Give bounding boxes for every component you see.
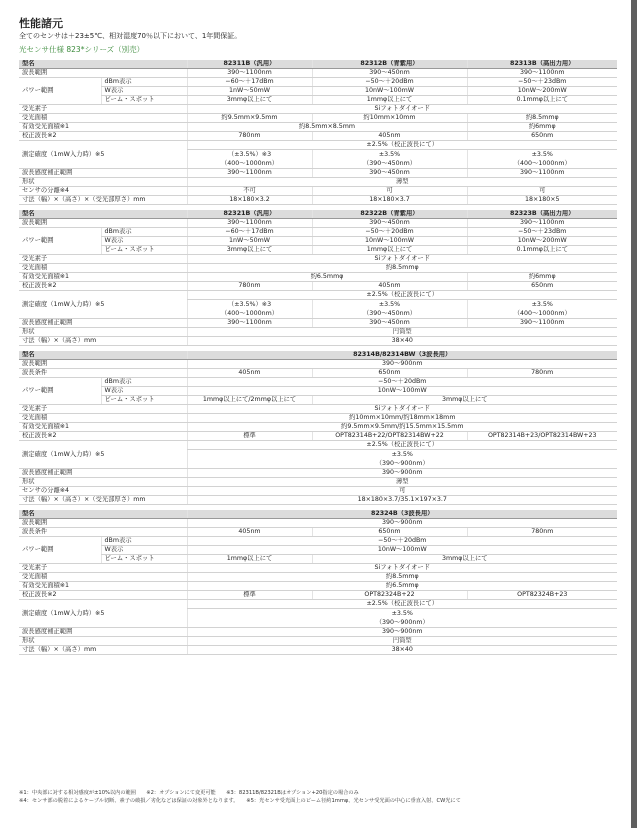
table-row (19, 178, 617, 187)
table-cell: 390～1100nm (467, 219, 617, 228)
table-row (19, 573, 617, 582)
table-cell: 390～1100nm (187, 219, 312, 228)
table-header-row (19, 351, 617, 360)
row-label: パワー範囲 (19, 378, 101, 405)
table-row (19, 196, 617, 205)
row-label: 受光素子 (19, 405, 187, 414)
table-cell: （±3.5%）※3 （400～1000nm） (187, 150, 312, 169)
table-cell: 約8.5mmφ (187, 264, 617, 273)
table-row (19, 564, 617, 573)
row-sublabel: ビーム・スポット (101, 246, 187, 255)
table-cell: 405nm (187, 369, 312, 378)
table-row (19, 478, 617, 487)
row-label: 測定確度（1mW入力時）※5 (19, 441, 187, 469)
table-cell: 10nW～200mW (467, 87, 617, 96)
table-cell: 18×180×3.7/35.1×197×3.7 (187, 496, 617, 505)
table-row (19, 328, 617, 337)
row-label: 校正波長※2 (19, 282, 187, 291)
table-cell: 可 (312, 187, 467, 196)
table-cell: 約6mmφ (467, 273, 617, 282)
row-label: センサの分離※4 (19, 487, 187, 496)
row-sublabel: W表示 (101, 237, 187, 246)
table-row (19, 291, 617, 300)
table-cell: 3mmφ以上にて (187, 96, 312, 105)
table-row (19, 255, 617, 264)
footnote-line: ※1：中央部に対する相対感度が±10%以内の範囲 ※2：オプションにて変更可能 ※3：82311B/82321Bはオプション+20指定の場合のみ (19, 790, 359, 796)
row-label: 校正波長※2 (19, 591, 187, 600)
warranty-note: 全てのセンサは＋23±5℃、相対湿度70％以下において、1年間保証。 (19, 32, 242, 40)
table-cell: 650nm (467, 132, 617, 141)
table-cell: ±2.5%（校正波長にて） (187, 141, 617, 150)
table-row (19, 369, 617, 378)
table-cell: 390～450nm (312, 319, 467, 328)
header-cell: 82324B（3波長用） (187, 510, 617, 519)
row-label: 波長範囲 (19, 360, 187, 369)
table-cell: 390～900nm (187, 360, 617, 369)
table-cell: 390～1100nm (187, 319, 312, 328)
table-header-row (19, 210, 617, 219)
table-cell: 10nW～200mW (467, 237, 617, 246)
table-row (19, 114, 617, 123)
row-label: 波長範囲 (19, 519, 187, 528)
table-row (19, 496, 617, 505)
table-row (19, 246, 617, 255)
row-label: 寸法（幅）×（高さ）mm (19, 646, 187, 655)
table-row (19, 637, 617, 646)
row-label: 波長感度補正範囲 (19, 628, 187, 637)
table-row (19, 537, 617, 546)
table-cell: 1mmφ以上にて (187, 555, 312, 564)
table-cell: 390～900nm (187, 519, 617, 528)
table-cell: 可 (467, 187, 617, 196)
row-sublabel: dBm表示 (101, 78, 187, 87)
table-cell: 780nm (467, 369, 617, 378)
spec-table-82324b (19, 510, 617, 655)
table-cell: 約6mmφ (467, 123, 617, 132)
table-cell: 780nm (467, 528, 617, 537)
table-cell: 標準 (187, 591, 312, 600)
table-cell: −50～＋20dBm (312, 78, 467, 87)
table-row (19, 432, 617, 441)
table-row (19, 337, 617, 346)
row-label: パワー範囲 (19, 228, 101, 255)
table-cell: 薄型 (187, 178, 617, 187)
table-cell: 可 (187, 487, 617, 496)
row-label: 校正波長※2 (19, 432, 187, 441)
table-cell: ±2.5%（校正波長にて） (187, 291, 617, 300)
table-cell: 405nm (312, 282, 467, 291)
table-cell: −50～＋23dBm (467, 78, 617, 87)
table-row (19, 141, 617, 150)
spec-table-82314b (19, 351, 617, 505)
table-cell: 390～1100nm (187, 69, 312, 78)
table-row (19, 469, 617, 478)
table-row (19, 282, 617, 291)
table-cell: ±3.5% （400～1000nm） (467, 300, 617, 319)
table-cell: 405nm (187, 528, 312, 537)
table-cell: 390～450nm (312, 219, 467, 228)
table-cell: 18×180×3.7 (312, 196, 467, 205)
table-cell: 約8.5mmφ (187, 573, 617, 582)
row-label: 有効受光面積※1 (19, 123, 187, 132)
row-label: 有効受光面積※1 (19, 273, 187, 282)
table-cell: 1mmφ以上にて/2mmφ以上にて (187, 396, 312, 405)
table-cell: ±2.5%（校正波長にて） (187, 600, 617, 609)
table-cell: 390～450nm (312, 169, 467, 178)
header-cell: 82322B（青紫用） (312, 210, 467, 219)
table-cell: 0.1mmφ以上にて (467, 96, 617, 105)
row-label: 形状 (19, 637, 187, 646)
row-label: 測定確度（1mW入力時）※5 (19, 600, 187, 628)
header-label: 型名 (19, 510, 187, 519)
table-row (19, 646, 617, 655)
table-row (19, 219, 617, 228)
table-row (19, 423, 617, 432)
table-row (19, 396, 617, 405)
table-row (19, 487, 617, 496)
table-cell: ±3.5% （390～450nm） (312, 150, 467, 169)
table-cell: 390～1100nm (467, 319, 617, 328)
table-cell: 約8.5mm×8.5mm (187, 123, 467, 132)
row-label: 寸法（幅）×（高さ）×（受光部厚さ）mm (19, 496, 187, 505)
row-label: パワー範囲 (19, 537, 101, 564)
spec-table-82311b (19, 60, 617, 205)
table-cell: 3mmφ以上にて (312, 396, 617, 405)
row-label: 受光素子 (19, 105, 187, 114)
row-label: センサの分離※4 (19, 187, 187, 196)
table-cell: 約8.5mmφ (467, 114, 617, 123)
table-cell: ±3.5% （400～1000nm） (467, 150, 617, 169)
row-label: 形状 (19, 328, 187, 337)
table-cell: 約10mm×10mm/約18mm×18mm (187, 414, 617, 423)
table-cell: 3mmφ以上にて (187, 246, 312, 255)
table-row (19, 378, 617, 387)
table-cell: 18×180×5 (467, 196, 617, 205)
footnote-line: ※4：センサ部の脱着によるケーブル切断、素子の破損／劣化などは保証の対象外となります。 ※5：光センサ受光面上のビーム径約1mmφ、光センサ受光面の中心に垂直入射、CW光にて (19, 798, 461, 804)
table-cell: 390～450nm (312, 69, 467, 78)
table-row (19, 387, 617, 396)
row-label: 波長感度補正範囲 (19, 469, 187, 478)
table-cell: 780nm (187, 282, 312, 291)
table-cell: 650nm (312, 528, 467, 537)
row-sublabel: ビーム・スポット (101, 96, 187, 105)
row-label: 寸法（幅）×（高さ）mm (19, 337, 187, 346)
header-label: 型名 (19, 60, 187, 69)
row-label: パワー範囲 (19, 78, 101, 105)
row-label: 受光素子 (19, 255, 187, 264)
table-row (19, 187, 617, 196)
table-row (19, 600, 617, 609)
table-cell: 約10mm×10mm (312, 114, 467, 123)
row-label: 校正波長※2 (19, 132, 187, 141)
series-heading: 光センサ仕様 823*シリーズ（別売） (19, 45, 145, 54)
header-cell: 82314B/82314BW（3波長用） (187, 351, 617, 360)
table-cell: 約6.5mmφ (187, 273, 467, 282)
table-cell: Siフォトダイオード (187, 105, 617, 114)
page-title: 性能諸元 (19, 17, 63, 30)
table-row (19, 582, 617, 591)
table-cell: 18×180×3.2 (187, 196, 312, 205)
table-row (19, 441, 617, 450)
row-sublabel: W表示 (101, 546, 187, 555)
spec-tables (19, 60, 617, 660)
table-cell: 405nm (312, 132, 467, 141)
row-sublabel: W表示 (101, 387, 187, 396)
table-cell: 1mmφ以上にて (312, 96, 467, 105)
table-cell: 390～1100nm (467, 69, 617, 78)
row-label: 有効受光面積※1 (19, 423, 187, 432)
header-cell: 82321B（汎用） (187, 210, 312, 219)
table-cell: ±3.5% （390～900nm） (187, 450, 617, 469)
table-cell: 650nm (312, 369, 467, 378)
spec-table-82321b (19, 210, 617, 346)
table-cell: 780nm (187, 132, 312, 141)
table-row (19, 555, 617, 564)
table-cell: 390～1100nm (467, 169, 617, 178)
table-cell: −50～＋23dBm (467, 228, 617, 237)
table-cell: 不可 (187, 187, 312, 196)
row-label: 波長感度補正範囲 (19, 169, 187, 178)
table-row (19, 105, 617, 114)
header-cell: 82311B（汎用） (187, 60, 312, 69)
table-row (19, 519, 617, 528)
row-label: 受光面積 (19, 114, 187, 123)
table-header-row (19, 510, 617, 519)
table-cell: 1mmφ以上にて (312, 246, 467, 255)
header-cell: 82323B（高出力用） (467, 210, 617, 219)
table-cell: 約6.5mmφ (187, 582, 617, 591)
table-cell: 390～1100nm (187, 169, 312, 178)
table-cell: Siフォトダイオード (187, 564, 617, 573)
table-row (19, 273, 617, 282)
table-cell: 10nW～100mW (187, 387, 617, 396)
table-row (19, 360, 617, 369)
table-row (19, 228, 617, 237)
table-row (19, 78, 617, 87)
table-cell: 1nW～50mW (187, 237, 312, 246)
table-cell: 10nW～100mW (187, 546, 617, 555)
table-row (19, 96, 617, 105)
row-label: 形状 (19, 178, 187, 187)
row-label: 波長範囲 (19, 219, 187, 228)
table-cell: 0.1mmφ以上にて (467, 246, 617, 255)
row-sublabel: dBm表示 (101, 378, 187, 387)
table-cell: 約9.5mm×9.5mm/約15.5mm×15.5mm (187, 423, 617, 432)
table-row (19, 87, 617, 96)
table-cell: −50～＋20dBm (312, 228, 467, 237)
row-sublabel: ビーム・スポット (101, 555, 187, 564)
table-cell: 3mmφ以上にて (312, 555, 617, 564)
table-row (19, 591, 617, 600)
table-cell: 標準 (187, 432, 312, 441)
table-cell: Siフォトダイオード (187, 405, 617, 414)
table-cell: 390～900nm (187, 628, 617, 637)
row-label: 受光面積 (19, 414, 187, 423)
row-sublabel: dBm表示 (101, 228, 187, 237)
table-cell: （±3.5%）※3 （400～1000nm） (187, 300, 312, 319)
table-cell: OPT82324B+22 (312, 591, 467, 600)
table-cell: 10nW～100mW (312, 237, 467, 246)
row-label: 有効受光面積※1 (19, 582, 187, 591)
table-cell: 10nW～100mW (312, 87, 467, 96)
row-label: 波長条件 (19, 528, 187, 537)
row-label: 波長感度補正範囲 (19, 319, 187, 328)
header-cell: 82312B（青紫用） (312, 60, 467, 69)
table-header-row (19, 60, 617, 69)
table-cell: ±2.5%（校正波長にて） (187, 441, 617, 450)
footnotes (19, 789, 461, 805)
row-label: 形状 (19, 478, 187, 487)
table-row (19, 132, 617, 141)
table-cell: ±3.5% （390～900nm） (187, 609, 617, 628)
header-label: 型名 (19, 351, 187, 360)
table-cell: −60～＋17dBm (187, 78, 312, 87)
table-row (19, 237, 617, 246)
row-label: 受光面積 (19, 264, 187, 273)
table-cell: −50～＋20dBm (187, 378, 617, 387)
row-label: 波長条件 (19, 369, 187, 378)
table-cell: −50～＋20dBm (187, 537, 617, 546)
table-row (19, 405, 617, 414)
row-label: 測定確度（1mW入力時）※5 (19, 141, 187, 169)
header-label: 型名 (19, 210, 187, 219)
row-label: 測定確度（1mW入力時）※5 (19, 291, 187, 319)
table-row (19, 264, 617, 273)
table-row (19, 628, 617, 637)
table-row (19, 546, 617, 555)
page-edge-bar (631, 0, 637, 828)
table-row (19, 528, 617, 537)
row-label: 寸法（幅）×（高さ）×（受光部厚さ）mm (19, 196, 187, 205)
table-cell: 650nm (467, 282, 617, 291)
table-cell: 38×40 (187, 646, 617, 655)
row-label: 波長範囲 (19, 69, 187, 78)
row-sublabel: ビーム・スポット (101, 396, 187, 405)
header-cell: 82313B（高出力用） (467, 60, 617, 69)
table-cell: 薄型 (187, 478, 617, 487)
table-cell: 約9.5mm×9.5mm (187, 114, 312, 123)
table-cell: ±3.5% （390～450nm） (312, 300, 467, 319)
table-cell: 円筒型 (187, 637, 617, 646)
table-row (19, 319, 617, 328)
table-cell: Siフォトダイオード (187, 255, 617, 264)
table-row (19, 414, 617, 423)
table-cell: OPT82314B+22/OPT82314BW+22 (312, 432, 467, 441)
table-row (19, 69, 617, 78)
table-cell: OPT82314B+23/OPT82314BW+23 (467, 432, 617, 441)
row-sublabel: dBm表示 (101, 537, 187, 546)
table-row (19, 169, 617, 178)
table-cell: 390～900nm (187, 469, 617, 478)
row-sublabel: W表示 (101, 87, 187, 96)
table-cell: 円筒型 (187, 328, 617, 337)
table-row (19, 123, 617, 132)
table-cell: 1nW～50mW (187, 87, 312, 96)
table-cell: OPT82324B+23 (467, 591, 617, 600)
row-label: 受光面積 (19, 573, 187, 582)
table-cell: 38×40 (187, 337, 617, 346)
table-cell: −60～＋17dBm (187, 228, 312, 237)
row-label: 受光素子 (19, 564, 187, 573)
